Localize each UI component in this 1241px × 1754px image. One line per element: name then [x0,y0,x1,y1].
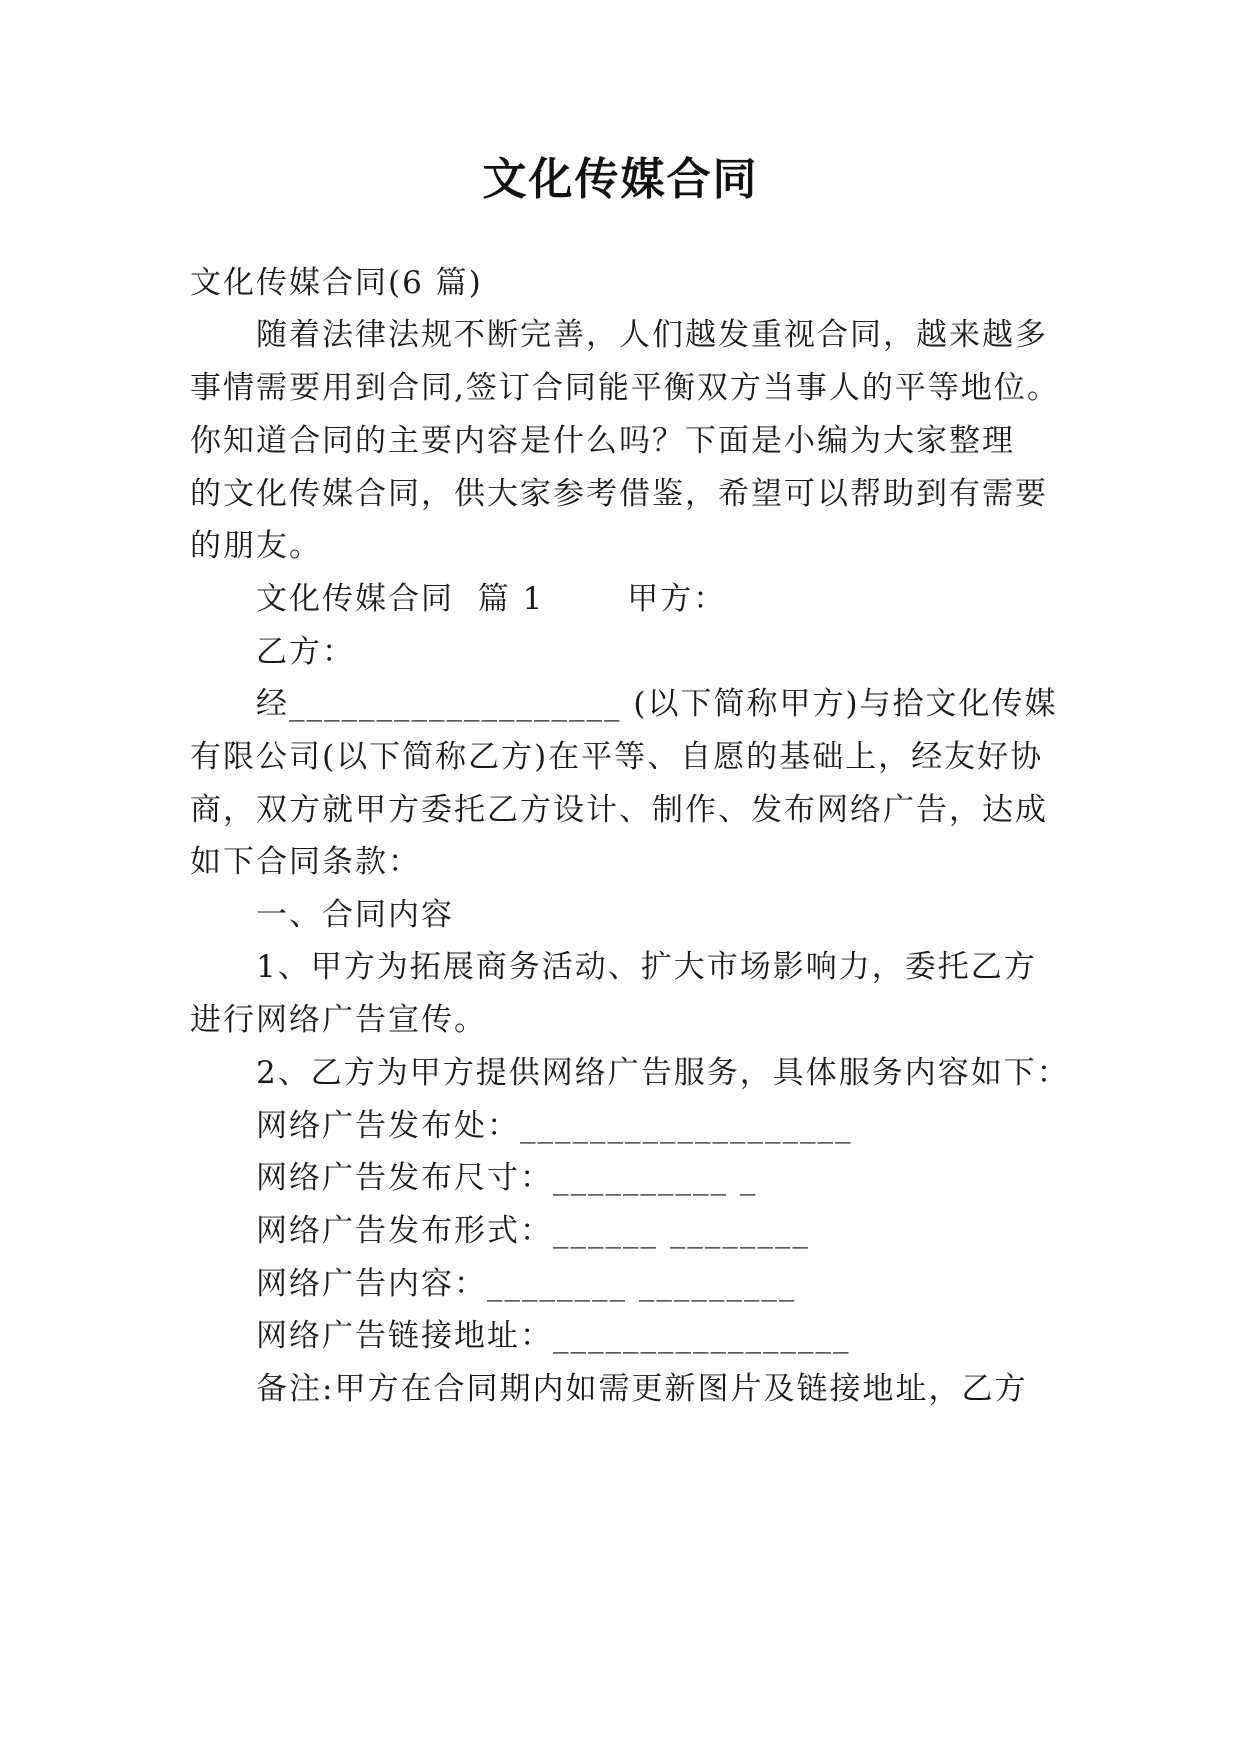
field-line: 网络广告发布尺寸：__________ _ [256,1160,758,1196]
text-line: 乙方： [256,634,355,670]
field-line: 网络广告发布处：___________________ [256,1108,853,1144]
text-line: 事情需要用到合同,签订合同能平衡双方当事人的平等地位。 [190,370,1060,406]
text-line: 有限公司(以下简称乙方)在平等、自愿的基础上，经友好协 [190,739,1044,775]
text-line: 如下合同条款： [190,844,421,880]
text-line: 进行网络广告宣传。 [190,1002,487,1038]
text-line: 商，双方就甲方委托乙方设计、制作、发布网络广告，达成 [190,792,1048,828]
field-line: 网络广告链接地址：_________________ [256,1318,851,1354]
field-line: 网络广告内容：________ _________ [256,1266,797,1302]
subtitle: 文化传媒合同(6 篇) [190,265,483,301]
text-line: 的朋友。 [190,528,322,564]
text-line: 1、甲方为拓展商务活动、扩大市场影响力，委托乙方 [256,949,1037,985]
text-line: 经___________________ (以下简称甲方)与拾文化传媒 [256,686,1058,722]
clause-heading: 一、合同内容 [256,897,454,933]
text-line: 随着法律法规不断完善，人们越发重视合同，越来越多 [256,317,1048,353]
text-line: 2、乙方为甲方提供网络广告服务，具体服务内容如下： [256,1055,1070,1091]
text-line: 你知道合同的主要内容是什么吗？下面是小编为大家整理 [190,423,1015,459]
document-title: 文化传媒合同 [482,154,759,205]
field-line: 网络广告发布形式：______ ________ [256,1213,810,1249]
text-line: 备注:甲方在合同期内如需更新图片及链接地址，乙方 [256,1371,1028,1407]
text-line: 的文化传媒合同，供大家参考借鉴，希望可以帮助到有需要 [190,476,1048,512]
section-heading: 文化传媒合同 篇 1 甲方： [256,581,727,617]
